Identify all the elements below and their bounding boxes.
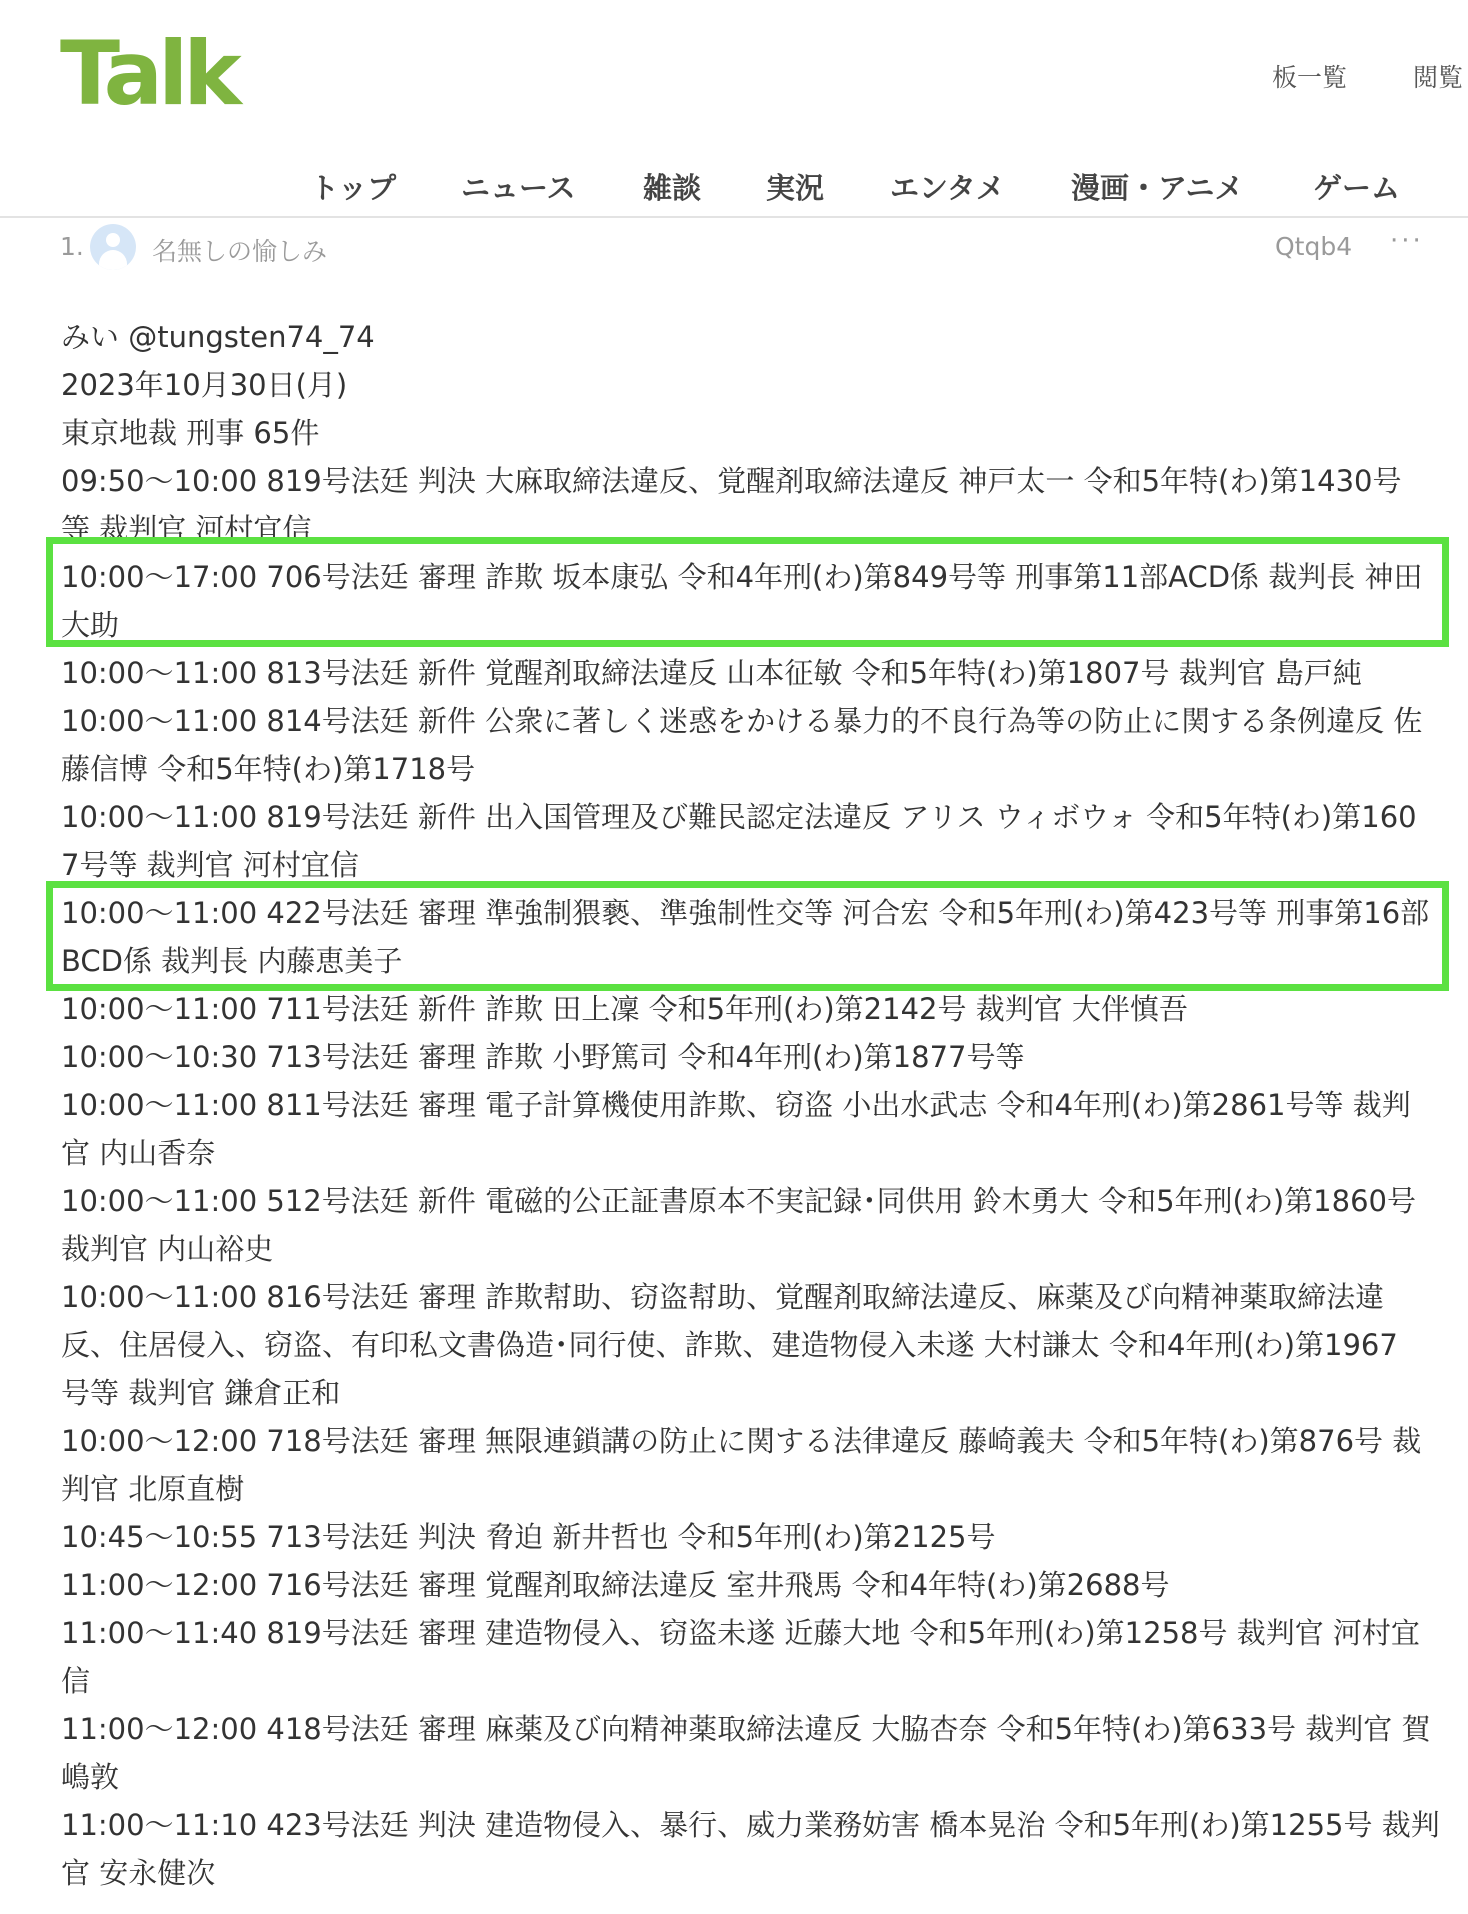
post-line: 10:00〜10:30 713号法廷 審理 詐欺 小野篤司 令和4年刑(わ)第1877号等 <box>61 1040 1025 1074</box>
tab-game[interactable]: ゲーム <box>1313 171 1401 205</box>
post-line: 10:00〜17:00 706号法廷 審理 詐欺 坂本康弘 令和4年刑(わ)第849号等 刑事第11部ACD係 裁判長 神田 <box>61 560 1423 594</box>
post-line: 10:00〜11:00 816号法廷 審理 詐欺幇助、窃盗幇助、覚醒剤取締法違反、麻薬及び向精神薬取締法違 <box>61 1280 1385 1314</box>
talk-logo[interactable]: Talk <box>60 22 237 125</box>
post-line: 10:45〜10:55 713号法廷 判決 脅迫 新井哲也 令和5年刑(わ)第2125号 <box>61 1520 996 1554</box>
post-line: 10:00〜11:00 711号法廷 新件 詐欺 田上凜 令和5年刑(わ)第2142号 裁判官 大伴慎吾 <box>61 992 1188 1026</box>
post-line: 裁判官 内山裕史 <box>61 1232 274 1266</box>
post-line: 信 <box>61 1664 91 1698</box>
browse-link[interactable]: 閲覧 <box>1413 63 1464 92</box>
tab-entertainment[interactable]: エンタメ <box>890 171 1005 205</box>
post-line: 藤信博 令和5年特(わ)第1718号 <box>61 752 476 786</box>
post-line: 11:00〜11:10 423号法廷 判決 建造物侵入、暴行、威力業務妨害 橋本晃治 令和5年刑(わ)第1255号 裁判 <box>61 1808 1440 1842</box>
poster-name: 名無しの愉しみ <box>152 237 328 266</box>
post-line: 7号等 裁判官 河村宜信 <box>61 848 359 882</box>
post-line: 官 内山香奈 <box>61 1136 216 1170</box>
post-line: 官 安永健次 <box>61 1856 216 1890</box>
board-list-link[interactable]: 板一覧 <box>1272 63 1348 92</box>
tab-news[interactable]: ニュース <box>461 171 576 205</box>
post-line: 10:00〜11:00 819号法廷 新件 出入国管理及び難民認定法違反 アリス ウィボウォ 令和5年特(わ)第160 <box>61 800 1417 834</box>
post-line: 11:00〜12:00 418号法廷 審理 麻薬及び向精神薬取締法違反 大脇杏奈 令和5年特(わ)第633号 裁判官 賀 <box>61 1712 1431 1746</box>
post-line: 等 裁判官 河村宜信 <box>61 512 312 546</box>
tab-top[interactable]: トップ <box>310 171 397 205</box>
post-line: 10:00〜11:00 811号法廷 審理 電子計算機使用詐欺、窃盗 小出水武志 令和4年刑(わ)第2861号等 裁判 <box>61 1088 1411 1122</box>
tab-live[interactable]: 実況 <box>766 171 825 205</box>
post-line: 嶋敦 <box>61 1760 120 1794</box>
post-line: 判官 北原直樹 <box>61 1472 245 1506</box>
post-body <box>61 313 1451 1897</box>
post-line: 10:00〜11:00 813号法廷 新件 覚醒剤取締法違反 山本征敏 令和5年特(わ)第1807号 裁判官 島戸純 <box>61 656 1362 690</box>
category-nav <box>0 160 1468 218</box>
tab-chat[interactable]: 雑談 <box>643 171 702 205</box>
post-number: 1. <box>60 232 84 261</box>
post-line: BCD係 裁判長 内藤恵美子 <box>61 944 403 978</box>
post-line: 号等 裁判官 鎌倉正和 <box>61 1376 341 1410</box>
more-options-icon[interactable]: ··· <box>1390 226 1424 256</box>
avatar-icon <box>90 224 136 270</box>
post-line: 大助 <box>61 608 120 642</box>
post-line: 反、住居侵入、窃盗、有印私文書偽造･同行使、詐欺、建造物侵入未遂 大村謙太 令和4年刑(わ)第1967 <box>61 1328 1398 1362</box>
post-line: 11:00〜11:40 819号法廷 審理 建造物侵入、窃盗未遂 近藤大地 令和5年刑(わ)第1258号 裁判官 河村宜 <box>61 1616 1420 1650</box>
post-header <box>0 222 1468 272</box>
poster-id: Qtqb4 <box>1275 232 1353 261</box>
post-line: 10:00〜11:00 512号法廷 新件 電磁的公正証書原本不実記録･同供用 鈴木勇大 令和5年刑(わ)第1860号 <box>61 1184 1416 1218</box>
post-line: 東京地裁 刑事 65件 <box>61 416 320 450</box>
post-line: 11:00〜12:00 716号法廷 審理 覚醒剤取締法違反 室井飛馬 令和4年特(わ)第2688号 <box>61 1568 1170 1602</box>
tab-manga-anime[interactable]: 漫画・アニメ <box>1071 171 1244 205</box>
post-line: 10:00〜12:00 718号法廷 審理 無限連鎖講の防止に関する法律違反 藤崎義夫 令和5年特(わ)第876号 裁 <box>61 1424 1422 1458</box>
post-line: みい @tungsten74_74 <box>61 320 375 354</box>
post-line: 09:50〜10:00 819号法廷 判決 大麻取締法違反、覚醒剤取締法違反 神戸太一 令和5年特(わ)第1430号 <box>61 464 1402 498</box>
post-line: 2023年10月30日(月) <box>61 368 348 402</box>
post-line: 10:00〜11:00 422号法廷 審理 準強制猥褻、準強制性交等 河合宏 令和5年刑(わ)第423号等 刑事第16部 <box>61 896 1430 930</box>
post-line: 10:00〜11:00 814号法廷 新件 公衆に著しく迷惑をかける暴力的不良行為等の防止に関する条例違反 佐 <box>61 704 1423 738</box>
